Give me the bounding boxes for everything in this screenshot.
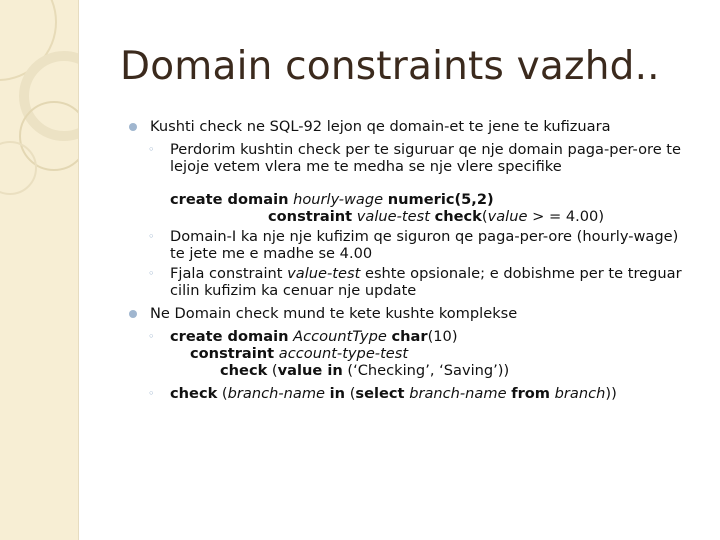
bullet-text: Kushti check ne SQL-92 lejon qe domain-et te jene te kufizuara (150, 118, 611, 135)
bullet-dot-icon (129, 310, 137, 318)
bullet-dot-icon (129, 123, 137, 131)
sub-bullet-branch-check: ◦ check (branch-name in (select branch-name from branch)) (148, 385, 617, 402)
sub-bullet-ring-icon: ◦ (148, 387, 155, 400)
code-line: create domain AccountType char(10) (170, 328, 458, 345)
sub-bullet-text: Domain-I ka nje nje kufizim qe siguron qe paga-per-ore (hourly-wage) te jete me e madhe se 4.00 (170, 228, 679, 262)
slide-content (134, 118, 694, 405)
sub-bullet-ring-icon: ◦ (148, 267, 155, 280)
sub-bullet-text: Perdorim kushtin check per te siguruar qe nje domain paga-per-ore te lejoje vetem vlera me te medha se nje vlere specifike (170, 141, 682, 175)
decorative-circles-graphic (0, 0, 78, 540)
decorative-sidebar (0, 0, 79, 540)
sub-bullet-ring-icon: ◦ (148, 330, 155, 343)
code-create-domain (134, 191, 694, 225)
code-line: create domain hourly-wage numeric(5,2) (170, 191, 494, 208)
sub-bullet-usage (134, 141, 694, 175)
slide-title: Domain constraints vazhd.. (120, 44, 660, 89)
sub-bullet-explanation (134, 228, 694, 262)
bullet-text: Ne Domain check mund te kete kushte komplekse (150, 305, 518, 322)
code-line: constraint value-test check(value > = 4.00) (268, 208, 605, 225)
code-line: check (value in (‘Checking’, ‘Saving’)) (220, 362, 510, 379)
bullet-complex-checks (134, 305, 694, 322)
sub-bullet-optional: ◦ Fjala constraint value-test eshte opsionale; e dobishme per te treguar cilin kufizim ka cenuar nje update (148, 265, 682, 299)
bullet-check-constraint (134, 118, 694, 135)
code-line: constraint account-type-test (190, 345, 409, 362)
sub-bullet-ring-icon: ◦ (148, 230, 155, 243)
sub-bullet-account-type (134, 328, 694, 379)
sub-bullet-ring-icon: ◦ (148, 143, 155, 156)
